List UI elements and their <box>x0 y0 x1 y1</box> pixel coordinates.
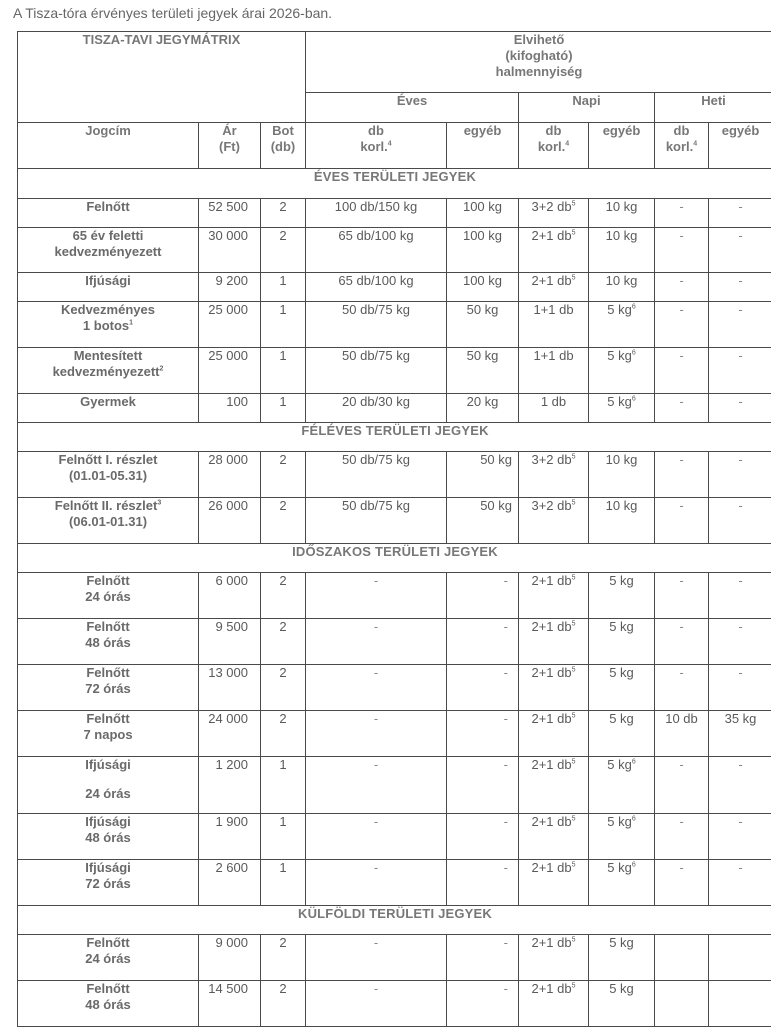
section-title-eves: ÉVES TERÜLETI JEGYEK <box>18 169 771 199</box>
table-row: Felnőtt II. részlet$^3$ (06.01-01.31) 26 000 2 50 db/75 kg 50 kg 3+2 $db^5$ 10 kg - - <box>18 498 771 544</box>
header-row-3 <box>18 123 771 169</box>
jogcim-header: Jogcím <box>18 123 199 169</box>
table-row: Ifjúsági 48 órás 1 900 1 - - 2+1 $db^5$ 5 $kg^6$ - - <box>18 814 771 860</box>
table-caption: A Tisza-tóra érvényes területi jegyek árai 2026-ban. <box>13 5 332 21</box>
heti-db-header: db korl.$^4$ <box>655 123 709 169</box>
header-row-1 <box>18 32 771 93</box>
eves-header: Éves <box>306 93 519 123</box>
section-title-kulfoldi: KÜLFÖLDI TERÜLETI JEGYEK <box>18 906 771 935</box>
section-row <box>18 544 771 573</box>
eves-egyeb-header: egyéb <box>447 123 519 169</box>
table-row: Felnőtt I. részlet (01.01-05.31) 28 000 2 50 db/75 kg 50 kg 3+2 $db^5$ 10 kg - - <box>18 452 771 498</box>
table-row: Ifjúsági 9 200 1 65 db/100 kg 100 kg 2+1 $db^5$ 10 kg - - <box>18 273 771 302</box>
heti-header: Heti <box>655 93 771 123</box>
elviheto-header: Elvihető (kifogható) halmennyiség <box>306 32 771 93</box>
section-row <box>18 169 771 199</box>
ar-header: Ár (Ft) <box>199 123 261 169</box>
napi-header: Napi <box>519 93 655 123</box>
napi-egyeb-header: egyéb <box>589 123 655 169</box>
table-row: 65 év feletti kedvezményezett 30 000 2 65 db/100 kg 100 kg 2+1 $db^5$ 10 kg - - <box>18 228 771 273</box>
table-row: Mentesített kedvezményezett$^2$ 25 000 1 50 db/75 kg 50 kg 1+1 db 5 $kg^6$ - - <box>18 348 771 394</box>
table-row: Ifjúsági 72 órás 2 600 1 - - 2+1 $db^5$ 5 $kg^6$ - - <box>18 860 771 906</box>
table-row: Felnőtt 52 500 2 100 db/150 kg 100 kg 3+2 $db^5$ 10 kg - - <box>18 199 771 228</box>
section-row <box>18 423 771 452</box>
table-row: Felnőtt 48 órás 14 500 2 - - 2+1 $db^5$ 5 kg <box>18 981 771 1027</box>
section-title-idoszakos: IDŐSZAKOS TERÜLETI JEGYEK <box>18 544 771 573</box>
table-row: Felnőtt 7 napos 24 000 2 - - 2+1 $db^5$ 5 kg 10 db 35 kg <box>18 711 771 757</box>
matrix-title: TISZA-TAVI JEGYMÁTRIX <box>18 32 306 123</box>
table-row: Felnőtt 24 órás 9 000 2 - - 2+1 $db^5$ 5 kg <box>18 935 771 981</box>
bot-header: Bot (db) <box>261 123 306 169</box>
table-row: Ifjúsági 24 órás 1 200 1 - - 2+1 $db^5$ 5 $kg^6$ - - <box>18 757 771 814</box>
table-row: Gyermek 100 1 20 db/30 kg 20 kg 1 db 5 $kg^6$ - - <box>18 394 771 423</box>
table-row: Felnőtt 48 órás 9 500 2 - - 2+1 $db^5$ 5 kg - - <box>18 619 771 665</box>
section-title-feleves: FÉLÉVES TERÜLETI JEGYEK <box>18 423 771 452</box>
heti-egyeb-header: egyéb <box>709 123 771 169</box>
napi-db-header: db korl.$^4$ <box>519 123 589 169</box>
table-row: Felnőtt 24 órás 6 000 2 - - 2+1 $db^5$ 5 kg - - <box>18 573 771 619</box>
table-row: Felnőtt 72 órás 13 000 2 - - 2+1 $db^5$ 5 kg - - <box>18 665 771 711</box>
section-row <box>18 906 771 935</box>
ticket-matrix-table <box>17 31 771 1027</box>
eves-db-header: db korl.$^4$ <box>306 123 447 169</box>
table-row: Kedvezményes 1 botos$^1$ 25 000 1 50 db/75 kg 50 kg 1+1 db 5 $kg^6$ - - <box>18 302 771 348</box>
